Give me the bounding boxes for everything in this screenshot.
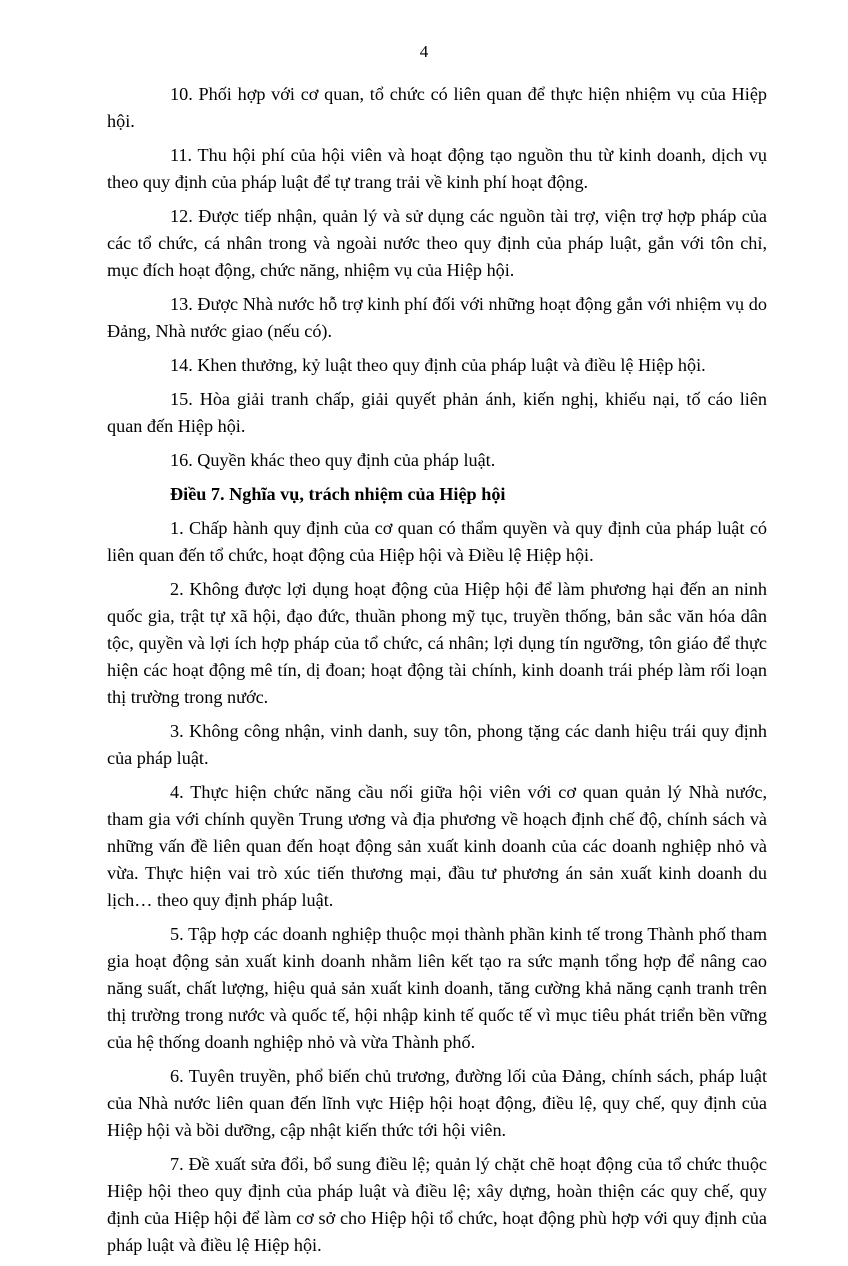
obligation-item-1: 1. Chấp hành quy định của cơ quan có thẩm quyền và quy định của pháp luật có liên quan đến tổ chức, hoạt động của Hiệp hội và Điều lệ Hiệp hội. (107, 518, 767, 565)
obligation-item-3: 3. Không công nhận, vinh danh, suy tôn, phong tặng các danh hiệu trái quy định của pháp luật. (107, 721, 767, 768)
rights-item-13: 13. Được Nhà nước hỗ trợ kinh phí đối với những hoạt động gắn với nhiệm vụ do Đảng, Nhà nước giao (nếu có). (107, 294, 767, 341)
document-body (107, 81, 767, 1266)
article-7-heading: Điều 7. Nghĩa vụ, trách nhiệm của Hiệp hội (170, 484, 506, 504)
rights-item-16: 16. Quyền khác theo quy định của pháp luật. (170, 450, 496, 470)
rights-item-14: 14. Khen thưởng, kỷ luật theo quy định của pháp luật và điều lệ Hiệp hội. (170, 355, 706, 375)
rights-item-15: 15. Hòa giải tranh chấp, giải quyết phản ánh, kiến nghị, khiếu nại, tố cáo liên quan đến Hiệp hội. (107, 389, 767, 436)
obligation-item-5: 5. Tập hợp các doanh nghiệp thuộc mọi thành phần kinh tế trong Thành phố tham gia hoạt động sản xuất kinh doanh nhằm liên kết tạo ra sức mạnh tổng hợp để nâng cao năng suất, chất lượng, hiệu quả sản xuất kinh doanh, tăng cường khả năng cạnh tranh trên thị trường trong nước và quốc tế, hội nhập kinh tế quốc tế vì mục tiêu phát triển bền vững của hệ thống doanh nghiệp nhỏ và vừa Thành phố. (107, 924, 767, 1052)
rights-item-11: 11. Thu hội phí của hội viên và hoạt động tạo nguồn thu từ kinh doanh, dịch vụ theo quy định của pháp luật để tự trang trải về kinh phí hoạt động. (107, 145, 767, 192)
obligation-item-7: 7. Đề xuất sửa đổi, bổ sung điều lệ; quản lý chặt chẽ hoạt động của tổ chức thuộc Hiệp hội theo quy định của pháp luật và điều lệ; xây dựng, hoàn thiện các quy chế, quy định của Hiệp hội để làm cơ sở cho Hiệp hội tổ chức, hoạt động phù hợp với quy định của pháp luật và điều lệ Hiệp hội. (107, 1154, 767, 1255)
obligation-item-6: 6. Tuyên truyền, phổ biến chủ trương, đường lối của Đảng, chính sách, pháp luật của Nhà nước liên quan đến lĩnh vực Hiệp hội hoạt động, điều lệ, quy chế, quy định của Hiệp hội và bồi dưỡng, cập nhật kiến thức tới hội viên. (107, 1066, 767, 1140)
page-number: 4 (419, 42, 429, 61)
rights-item-12: 12. Được tiếp nhận, quản lý và sử dụng các nguồn tài trợ, viện trợ hợp pháp của các tổ chức, cá nhân trong và ngoài nước theo quy định của pháp luật, gắn với tôn chỉ, mục đích hoạt động, chức năng, nhiệm vụ của Hiệp hội. (107, 206, 767, 280)
obligation-item-4: 4. Thực hiện chức năng cầu nối giữa hội viên với cơ quan quản lý Nhà nước, tham gia với chính quyền Trung ương và địa phương về hoạch định chế độ, chính sách và những vấn đề liên quan đến hoạt động sản xuất kinh doanh của các doanh nghiệp nhỏ và vừa. Thực hiện vai trò xúc tiến thương mại, đầu tư phương án sản xuất kinh doanh du lịch… theo quy định pháp luật. (107, 782, 767, 910)
rights-item-10: 10. Phối hợp với cơ quan, tổ chức có liên quan để thực hiện nhiệm vụ của Hiệp hội. (107, 84, 767, 131)
obligation-item-2: 2. Không được lợi dụng hoạt động của Hiệp hội để làm phương hại đến an ninh quốc gia, trật tự xã hội, đạo đức, thuần phong mỹ tục, truyền thống, bản sắc văn hóa dân tộc, quyền và lợi ích hợp pháp của tổ chức, cá nhân; lợi dụng tín ngưỡng, tôn giáo để thực hiện các hoạt động mê tín, dị đoan; hoạt động tài chính, kinh doanh trái phép làm rối loạn thị trường trong nước. (107, 579, 767, 707)
